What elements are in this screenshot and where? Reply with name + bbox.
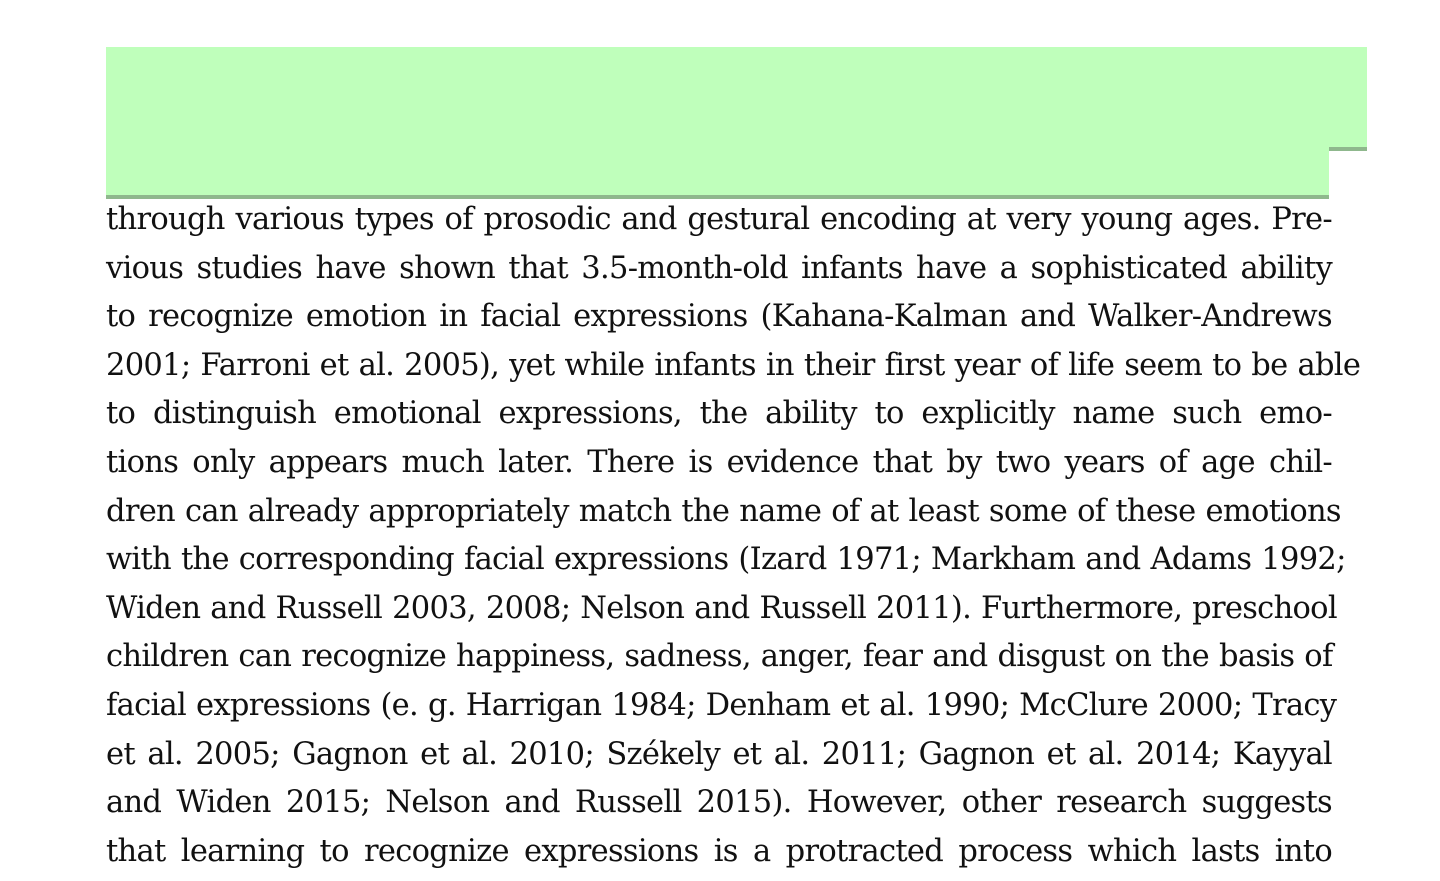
paragraph-line: children can recognize happiness, sadness, anger, fear and disgust on the basis of xyxy=(106,639,1333,675)
paragraph-line: vious studies have shown that 3.5-month-old infants have a sophisticated ability xyxy=(106,250,1332,286)
paragraph-line: that learning to recognize expressions is a protracted process which lasts into xyxy=(106,833,1332,869)
paragraph-line: to recognize emotion in facial expressions (Kahana-Kalman and Walker-Andrews xyxy=(106,299,1332,335)
paragraph-line: et al. 2005; Gagnon et al. 2010; Székely et al. 2011; Gagnon et al. 2014; Kayyal xyxy=(106,736,1332,772)
paragraph-line: tions only appears much later. There is evidence that by two years of age chil- xyxy=(106,444,1332,480)
paragraph-line: dren can already appropriately match the name of at least some of these emotions xyxy=(106,493,1341,529)
paragraph-line: and Widen 2015; Nelson and Russell 2015). However, other research suggests xyxy=(106,785,1332,821)
paragraph-line: Widen and Russell 2003, 2008; Nelson and Russell 2011). Furthermore, preschool xyxy=(106,590,1337,626)
highlight-underline-right xyxy=(1329,147,1367,151)
paragraph-line: with the corresponding facial expressions (Izard 1971; Markham and Adams 1992; xyxy=(106,542,1346,578)
paragraph-line: through various types of prosodic and gestural encoding at very young ages. Pre- xyxy=(106,202,1332,237)
text-highlight-bottom[interactable] xyxy=(106,148,1329,195)
text-highlight-top[interactable] xyxy=(106,47,1367,148)
body-paragraph xyxy=(106,196,1361,876)
paragraph-line: 2001; Farroni et al. 2005), yet while infants in their first year of life seem to be able xyxy=(106,347,1361,383)
paragraph-line: to distinguish emotional expressions, the ability to explicitly name such emo- xyxy=(106,396,1332,432)
paragraph-line: facial expressions (e. g. Harrigan 1984; Denham et al. 1990; McClure 2000; Tracy xyxy=(106,687,1337,723)
